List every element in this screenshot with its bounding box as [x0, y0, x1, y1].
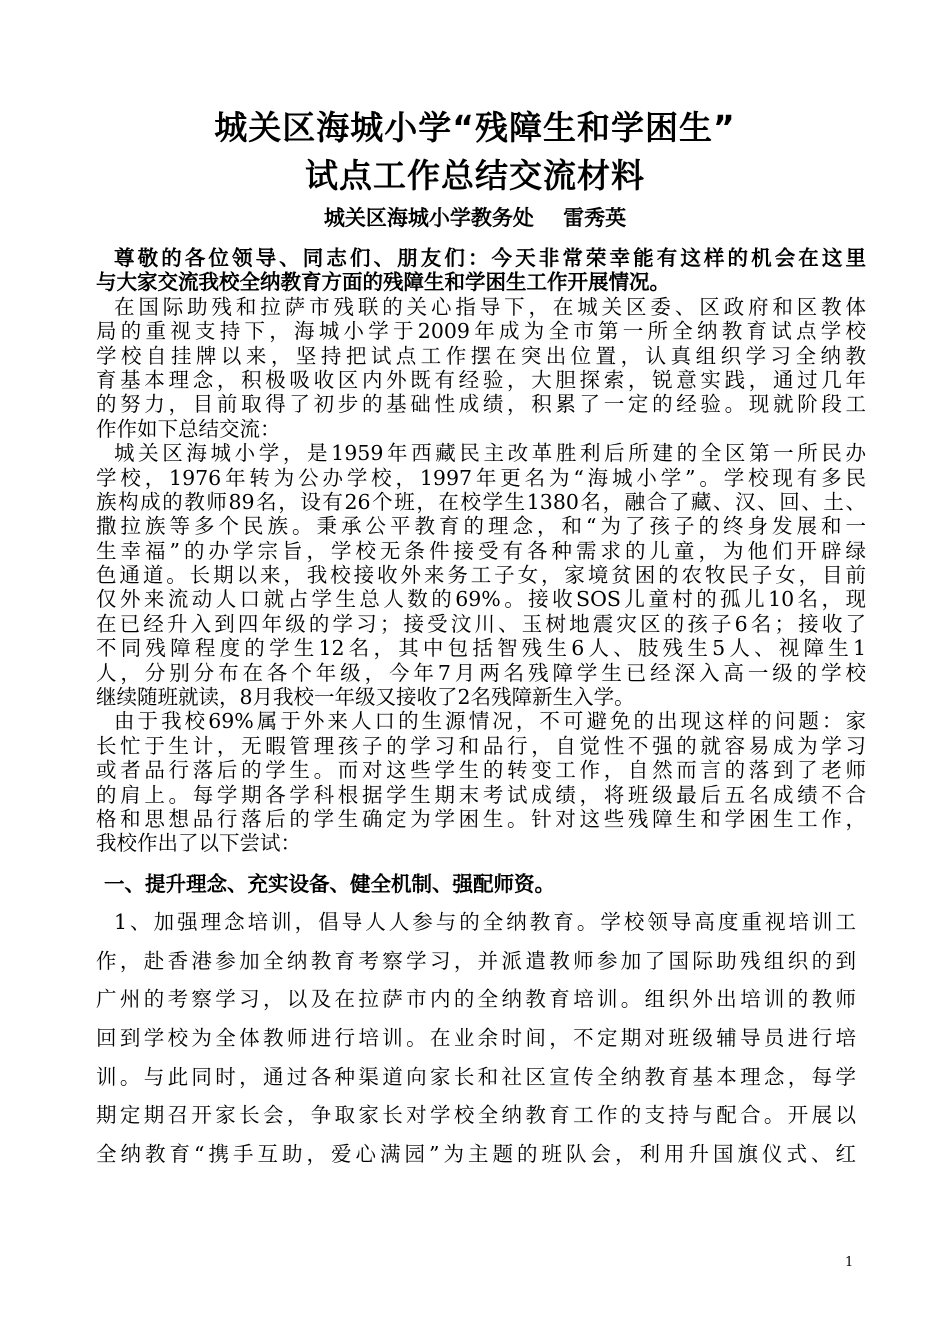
paragraph3-line: 或者品行落后的学生。而对这些学生的转变工作，自然而言的落到了老师: [96, 758, 866, 783]
paragraph1-line: 在国际助残和拉萨市残联的关心指导下，在城关区委、区政府和区教体: [114, 294, 866, 319]
document-title-line1: 城关区海城小学“残障生和学困生”: [214, 108, 736, 147]
body-text-compact: [96, 246, 866, 856]
paragraph4-line: 作，赴香港参加全纳教育考察学习，并派遣教师参加了国际助残组织的到: [96, 948, 856, 973]
paragraph3-line: 由于我校69%属于外来人口的生源情况，不可避免的出现这样的问题：家: [114, 709, 866, 734]
greeting-line: 尊敬的各位领导、同志们、朋友们：今天非常荣幸能有这样的机会在这里: [114, 246, 866, 270]
paragraph3-line: 长忙于生计，无暇管理孩子的学习和品行，自觉性不强的就容易成为学习: [96, 733, 866, 758]
paragraph2-line: 不同残障程度的学生12名，其中包括智残生6人、肢残生5人、视障生1: [96, 636, 866, 661]
paragraph2-line: 继续随班就读，8月我校一年级又接收了2名残障新生入学。: [96, 685, 635, 710]
paragraph4-line: 全纳教育“携手互助，爱心满园”为主题的班队会，利用升国旗仪式、红: [96, 1142, 856, 1167]
page-number: 1: [845, 1255, 854, 1270]
document-title-line2: 试点工作总结交流材料: [305, 156, 645, 195]
paragraph2-line: 学校，1976年转为公办学校，1997年更名为“海城小学”。学校现有多民: [96, 465, 866, 490]
paragraph1-line: 学校自挂牌以来，坚持把试点工作摆在突出位置，认真组织学习全纳教: [96, 343, 866, 368]
paragraph4-line: 训。与此同时，通过各种渠道向家长和社区宣传全纳教育基本理念，每学: [96, 1064, 856, 1089]
paragraph2-line: 在已经升入到四年级的学习；接受汶川、玉树地震灾区的孩子6名；接收了: [96, 611, 866, 636]
author-line: 城关区海城小学教务处 雷秀英: [323, 205, 627, 230]
paragraph3-line: 的肩上。每学期各学科根据学生期末考试成绩，将班级最后五名成绩不合: [96, 782, 866, 807]
section-heading-1: 一、提升理念、充实设备、健全机制、强配师资。: [104, 872, 555, 896]
paragraph4-line: 回到学校为全体教师进行培训。在业余时间，不定期对班级辅导员进行培: [96, 1026, 856, 1051]
paragraph4-line: 期定期召开家长会，争取家长对学校全纳教育工作的支持与配合。开展以: [96, 1103, 856, 1128]
paragraph1-line: 的努力，目前取得了初步的基础性成绩，积累了一定的经验。现就阶段工: [96, 392, 866, 417]
paragraph1-line: 局的重视支持下，海城小学于2009年成为全市第一所全纳教育试点学校: [96, 319, 866, 344]
paragraph2-line: 生幸福”的办学宗旨，学校无条件接受有各种需求的儿童，为他们开辟绿: [96, 538, 866, 563]
paragraph2-line: 色通道。长期以来，我校接收外来务工子女，家境贫困的农牧民子女，目前: [96, 563, 866, 588]
paragraph4-line: 广州的考察学习，以及在拉萨市内的全纳教育培训。组织外出培训的教师: [96, 987, 856, 1012]
paragraph1-line: 育基本理念，积极吸收区内外既有经验，大胆探索，锐意实践，通过几年: [96, 367, 866, 392]
paragraph2-line: 撒拉族等多个民族。秉承公平教育的理念，和“为了孩子的终身发展和一: [96, 514, 866, 539]
greeting-line: 与大家交流我校全纳教育方面的残障生和学困生工作开展情况。: [96, 270, 670, 295]
paragraph3-line: 格和思想品行落后的学生确定为学困生。针对这些残障生和学困生工作，: [96, 806, 866, 831]
paragraph2-line: 族构成的教师89名，设有26个班，在校学生1380名，融合了藏、汉、回、土、: [96, 489, 866, 514]
body-text-wide: [96, 903, 856, 1174]
paragraph4-line: 1、加强理念培训，倡导人人参与的全纳教育。学校领导高度重视培训工: [114, 910, 856, 934]
paragraph3-line: 我校作出了以下尝试：: [96, 831, 301, 856]
paragraph2-line: 城关区海城小学，是1959年西藏民主改革胜利后所建的全区第一所民办: [114, 441, 866, 466]
paragraph2-line: 人，分别分布在各个年级，今年7月两名残障学生已经深入高一级的学校: [96, 660, 866, 685]
paragraph2-line: 仅外来流动人口就占学生总人数的69%。接收SOS儿童村的孤儿10名，现: [96, 587, 866, 612]
paragraph1-line: 作作如下总结交流：: [96, 416, 281, 441]
